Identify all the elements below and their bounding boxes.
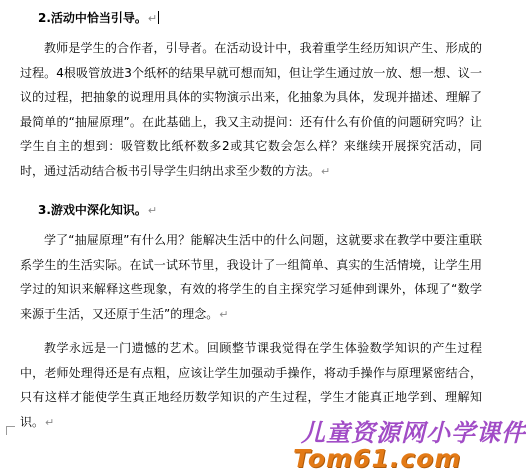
paragraph-mark-icon: ↵ <box>321 164 331 178</box>
text-cursor <box>158 11 159 24</box>
paragraph-text: 学了“抽屉原理”有什么用？能解决生活中的什么问题，这就要求在教学中要注重联系学生的生活实际。在试一试环节里，我设计了一组简单、真实的生活情境，让学生用学过的知识来解释这些现象，有效的将学生的自主探究学习延伸到课外，体现了“数学来源于生活，又还原于生活”的理念。 <box>20 233 482 321</box>
paragraph-mark-icon: ↵ <box>219 307 229 321</box>
section-heading-text: 2.活动中恰当引导。 <box>38 11 147 25</box>
paragraph-mark-icon: ↵ <box>147 12 158 25</box>
paragraph-mark-icon: ↵ <box>147 204 158 217</box>
watermark-site-name: 儿童资源网小学课件 <box>301 419 526 447</box>
page-margin-corner-mark <box>6 426 15 435</box>
paragraph-application <box>20 228 482 327</box>
section-heading-activity <box>38 10 159 27</box>
section-heading-text: 3.游戏中深化知识。 <box>38 203 147 217</box>
paragraph-guidance <box>20 36 482 184</box>
paragraph-mark-icon: ↵ <box>45 415 55 429</box>
site-watermark-logo <box>293 416 526 473</box>
section-heading-game <box>38 202 157 219</box>
watermark-site-url: Tom61.com <box>293 444 462 473</box>
paragraph-text: 教师是学生的合作者，引导者。在活动设计中，我着重学生经历知识产生、形成的过程。4根吸管放进3个纸杯的结果早就可想而知，但让学生通过放一放、想一想、议一议的过程，把抽象的说理用具体的实物演示出来，化抽象为具体，发现并描述、理解了最简单的“抽屉原理”。在此基础上，我又主动提问：还有什么有价值的问题研究吗？让学生自主的想到：吸管数比纸杯数多2或其它数会怎么样？来继续开展探究活动，同时，通过活动结合板书引导学生归纳出求至少数的方法。 <box>20 41 482 178</box>
paragraph-text: 教学永远是一门遗憾的艺术。回顾整节课我觉得在学生体验数学知识的产生过程中，老师处理得还是有点粗，应该让学生加强动手操作，将动手操作与原理紧密结合，只有这样才能使学生真正地经历数学知识的产生过程，学生才能真正地学到、理解知识。 <box>20 341 482 429</box>
